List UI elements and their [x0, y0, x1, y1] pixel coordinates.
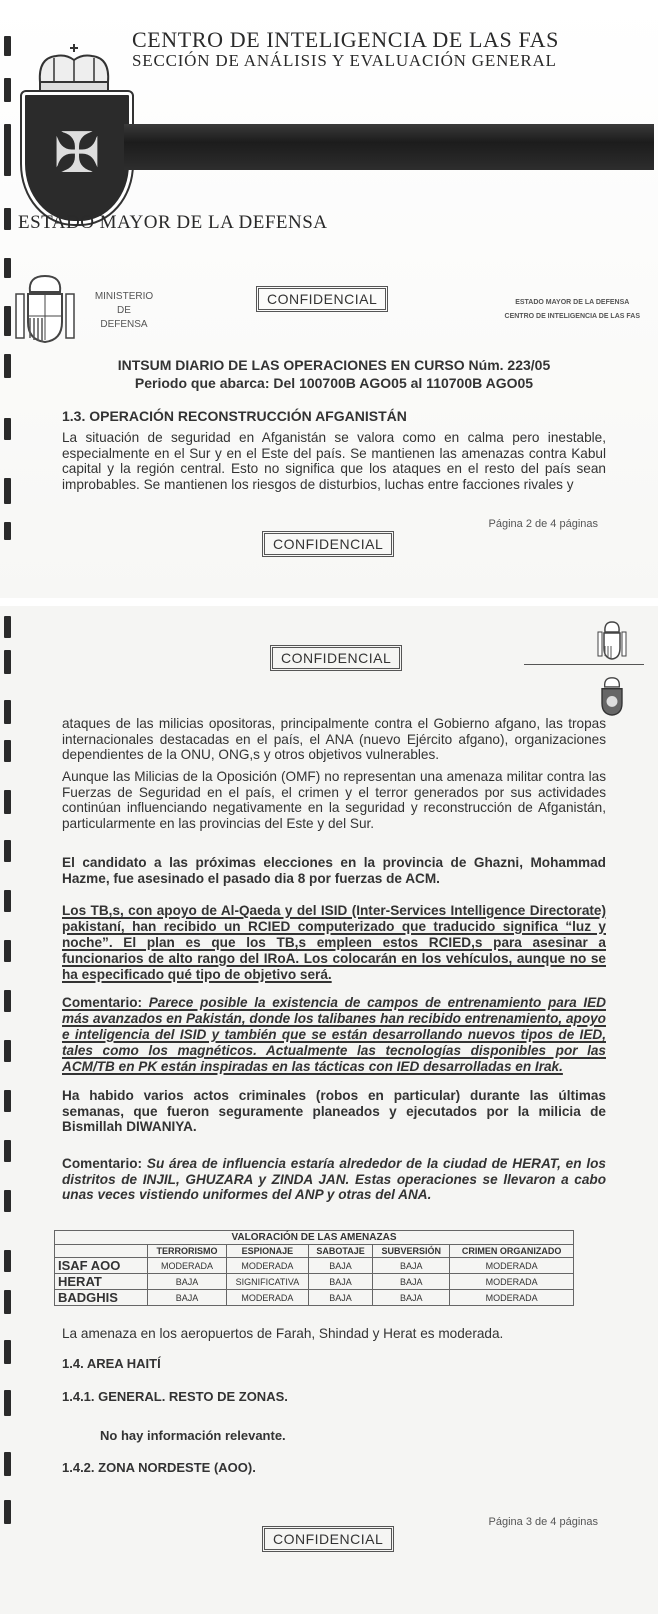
binder-mark	[4, 258, 11, 278]
section-heading-1-3: 1.3. OPERACIÓN RECONSTRUCCIÓN AFGANISTÁN	[62, 408, 407, 424]
cifas-shield-icon	[596, 676, 628, 716]
row-header: ISAF AOO	[55, 1258, 148, 1274]
paragraph: Aunque las Milicias de la Oposición (OMF) no representan una amenaza militar contra las Fuerzas de Seguridad en el país, el crimen y el terror generados por sus actividades continúan influenciando negativamente en la seguridad y reconstrucción de Afganistán, particularmente en las provincias del Este y del Sur.	[62, 769, 606, 831]
table-cell: BAJA	[148, 1290, 227, 1306]
binder-mark	[4, 1390, 11, 1416]
table-cell: MODERADA	[450, 1290, 574, 1306]
table-row	[55, 1274, 574, 1290]
table-cell: MODERADA	[450, 1258, 574, 1274]
classification-stamp: CONFIDENCIAL	[270, 645, 402, 671]
row-header: BADGHIS	[55, 1290, 148, 1306]
binder-mark	[4, 1250, 11, 1272]
classification-stamp-footer: CONFIDENCIAL	[262, 1526, 394, 1552]
page-number: Página 2 de 4 páginas	[488, 518, 598, 530]
table-cell: MODERADA	[450, 1274, 574, 1290]
binder-mark	[4, 790, 11, 814]
binder-mark	[4, 616, 11, 638]
table-title: VALORACIÓN DE LAS AMENAZAS	[55, 1231, 574, 1245]
paragraph-underlined: Los TB,s, con apoyo de Al-Qaeda y del ISID (Inter-Services Intelligence Directorate) pakistaní, han recibido un RCIED computerizado que traducido significa “luz y noche”. El plan es que los TB,s empleen estos RCIED,s para asesinar a funcionarios de alto rango del IRoA. Los colocarán en los vehículos, aunque no se ha especificado qué tipo de objetivo será.	[62, 903, 606, 982]
column-header: TERRORISMO	[148, 1245, 227, 1258]
estado-mayor-title: ESTADO MAYOR DE LA DEFENSA	[18, 212, 328, 233]
comment-text: Parece posible la existencia de campos de entrenamiento para IED más avanzados en Pakistán, donde los talibanes han recibido entrenamiento, apoyo e inteligencia del ISID y también que se están desarrollando nuevos tipos de IED, tales como los magnéticos. Actualmente las tecnologías disponibles por las ACM/TB en PK están inspiradas en las tácticas con IED desarrolladas en Irak.	[62, 995, 606, 1074]
cifas-shield-emblem	[22, 92, 132, 224]
section-heading-1-4: 1.4. AREA HAITÍ	[62, 1356, 161, 1371]
airports-note: La amenaza en los aeropuertos de Farah, Shindad y Herat es moderada.	[62, 1326, 504, 1341]
org-title: CENTRO DE INTELIGENCIA DE LAS FAS	[132, 27, 559, 52]
binder-mark	[4, 1090, 11, 1112]
intsum-title: INTSUM DIARIO DE LAS OPERACIONES EN CURSO Núm. 223/05	[117, 357, 551, 373]
no-info-text: No hay información relevante.	[100, 1428, 286, 1443]
table-cell: MODERADA	[148, 1258, 227, 1274]
binder-mark	[4, 1452, 11, 1476]
binder-mark	[4, 208, 11, 230]
column-header: SUBVERSIÓN	[373, 1245, 450, 1258]
table-corner	[55, 1245, 148, 1258]
header-right-label: ESTADO MAYOR DE LA DEFENSA CENTRO DE INTELIGENCIA DE LAS FAS	[504, 299, 640, 320]
paragraph-bold: Ha habido varios actos criminales (robos en particular) durante las últimas semanas, que fueron seguramente planeados y ejecutados por la milicia de Bismillah DIWANIYA.	[62, 1088, 606, 1134]
intsum-period: Periodo que abarca: Del 100700B AGO05 al 110700B AGO05	[134, 375, 534, 391]
header-rule	[524, 664, 644, 665]
binder-mark	[4, 78, 11, 102]
paragraph: La situación de seguridad en Afganistán se valora como en calma pero inestable, especialmente en el Sur y en el Este del país. Se mantienen las amenazas contra Kabul capital y la región central. Esto no significa que los ataques en el resto del país sean improbables. Se mantienen los riesgos de disturbios, luchas entre facciones rivales y	[62, 430, 606, 492]
binder-mark	[4, 36, 11, 56]
eagle-icon: ✠	[53, 121, 101, 184]
column-header: CRIMEN ORGANIZADO	[450, 1245, 574, 1258]
binder-mark	[4, 940, 11, 962]
binder-mark	[4, 1500, 11, 1524]
binder-mark	[4, 1040, 11, 1062]
column-header: SABOTAJE	[308, 1245, 372, 1258]
classification-stamp: CONFIDENCIAL	[256, 286, 388, 312]
table-cell: BAJA	[373, 1274, 450, 1290]
row-header: HERAT	[55, 1274, 148, 1290]
binder-mark	[4, 522, 11, 540]
comment-text: Su área de influencia estaría alrededor de la ciudad de HERAT, en los distritos de INJIL, GHUZARA y ZINDA JAN. Estas operaciones se llevaron a cabo unas veces vistiendo uniformes del ANP y otras del ANA.	[62, 1156, 606, 1202]
spain-coat-of-arms-icon	[596, 620, 628, 660]
binder-mark	[4, 1190, 11, 1212]
page-number: Página 3 de 4 páginas	[488, 1516, 598, 1528]
binder-mark	[4, 478, 11, 504]
spain-coat-of-arms-icon	[12, 272, 78, 344]
binder-mark	[4, 1340, 11, 1364]
comment-label: Comentario:	[62, 1156, 143, 1171]
comment	[62, 1156, 606, 1203]
page-edge	[658, 606, 668, 1614]
table-cell: SIGNIFICATIVA	[226, 1274, 308, 1290]
binder-mark	[4, 740, 11, 762]
table-cell: BAJA	[308, 1290, 372, 1306]
binder-mark	[4, 890, 11, 912]
table-cell: BAJA	[373, 1258, 450, 1274]
threat-assessment-table	[54, 1230, 574, 1306]
classification-stamp-footer: CONFIDENCIAL	[262, 531, 394, 557]
binder-mark	[4, 990, 11, 1012]
binder-mark	[4, 840, 11, 862]
intsum-title-block	[0, 356, 668, 392]
crown-icon	[34, 42, 114, 98]
table-row	[55, 1258, 574, 1274]
table-cell: MODERADA	[226, 1290, 308, 1306]
binder-mark	[4, 124, 11, 176]
table-cell: BAJA	[148, 1274, 227, 1290]
header-band	[124, 124, 654, 170]
table-header-row	[55, 1245, 574, 1258]
binder-mark	[4, 418, 11, 440]
binder-mark	[4, 700, 11, 724]
binder-mark	[4, 650, 11, 674]
table-cell: BAJA	[308, 1258, 372, 1274]
paragraph: ataques de las milicias opositoras, principalmente contra el Gobierno afgano, las tropas internacionales destacadas en el país, el ANA (nuevo Ejército afgano), organizaciones dependientes de la ONU, ONG,s y otros objetivos vulnerables.	[62, 716, 606, 762]
binder-mark	[4, 306, 11, 336]
section-heading-1-4-2: 1.4.2. ZONA NORDESTE (AOO).	[62, 1460, 256, 1475]
binder-mark	[4, 1140, 11, 1162]
section-heading-1-4-1: 1.4.1. GENERAL. RESTO DE ZONAS.	[62, 1389, 288, 1404]
table-row	[55, 1290, 574, 1306]
table-cell: MODERADA	[226, 1258, 308, 1274]
table-cell: BAJA	[373, 1290, 450, 1306]
org-subtitle: SECCIÓN DE ANÁLISIS Y EVALUACIÓN GENERAL	[132, 51, 557, 70]
comment-label: Comentario:	[62, 995, 143, 1010]
page-edge	[658, 0, 668, 598]
paragraph-bold: El candidato a las próximas elecciones en la provincia de Ghazni, Mohammad Hazme, fue asesinado el pasado dia 8 por fuerzas de ACM.	[62, 855, 606, 886]
ministry-label: MINISTERIO DE DEFENSA	[94, 291, 154, 330]
column-header: ESPIONAJE	[226, 1245, 308, 1258]
comment-underlined	[62, 995, 606, 1075]
table-cell: BAJA	[308, 1274, 372, 1290]
binder-mark	[4, 1290, 11, 1314]
